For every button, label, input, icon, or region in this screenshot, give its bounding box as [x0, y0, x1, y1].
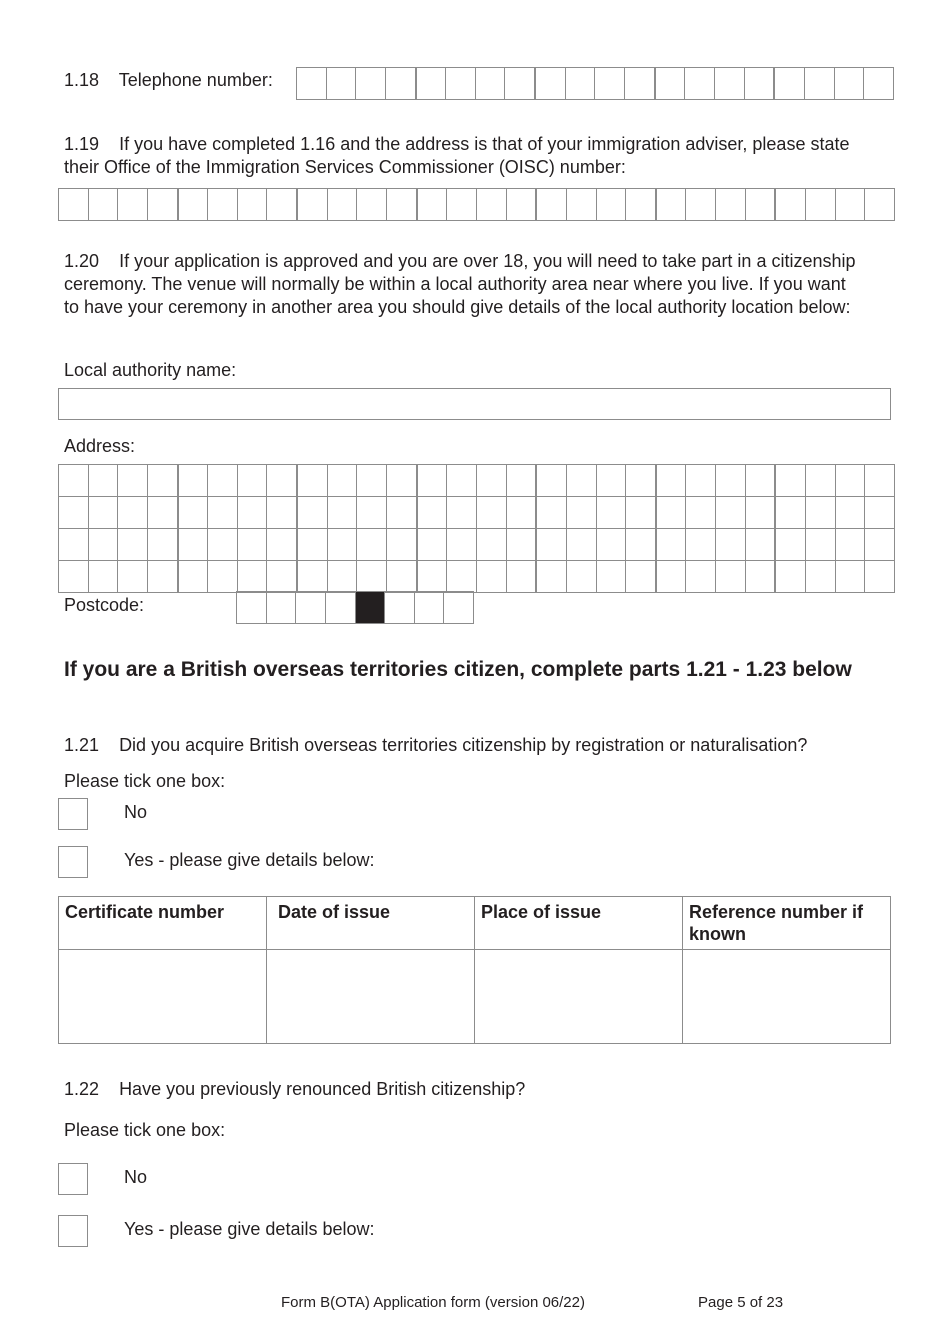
char-box[interactable] — [267, 497, 297, 529]
char-box[interactable] — [417, 529, 447, 561]
char-box[interactable] — [387, 497, 417, 529]
char-box[interactable] — [505, 68, 535, 100]
char-box[interactable] — [88, 529, 118, 561]
char-box[interactable] — [178, 189, 208, 221]
char-box[interactable] — [355, 592, 385, 624]
q121-no-checkbox[interactable] — [58, 798, 88, 830]
postcode-label: Postcode: — [64, 595, 145, 615]
char-box[interactable] — [326, 68, 356, 100]
char-box[interactable] — [566, 529, 596, 561]
address-grid[interactable] — [58, 464, 895, 593]
char-box[interactable] — [745, 561, 775, 593]
char-box[interactable] — [714, 68, 744, 100]
char-box[interactable] — [327, 529, 357, 561]
char-box[interactable] — [775, 529, 805, 561]
char-box[interactable] — [716, 465, 746, 497]
char-box[interactable] — [506, 189, 536, 221]
char-box[interactable] — [237, 592, 267, 624]
char-box[interactable] — [835, 529, 865, 561]
char-box[interactable] — [626, 497, 656, 529]
char-box[interactable] — [865, 529, 895, 561]
char-box[interactable] — [686, 497, 716, 529]
char-box[interactable] — [385, 68, 415, 100]
char-box[interactable] — [804, 68, 834, 100]
char-box[interactable] — [716, 497, 746, 529]
char-box[interactable] — [118, 465, 148, 497]
char-box[interactable] — [327, 497, 357, 529]
grid-row — [59, 189, 895, 221]
grid-row — [59, 465, 895, 497]
char-box[interactable] — [297, 529, 327, 561]
q122-text-row — [64, 1078, 525, 1101]
char-box[interactable] — [178, 497, 208, 529]
q121-yes-checkbox[interactable] — [58, 846, 88, 878]
char-box[interactable] — [596, 189, 626, 221]
char-box[interactable] — [775, 465, 805, 497]
char-box[interactable] — [745, 529, 775, 561]
char-box[interactable] — [327, 189, 357, 221]
char-box[interactable] — [865, 189, 895, 221]
char-box[interactable] — [745, 497, 775, 529]
char-box[interactable] — [536, 561, 566, 593]
char-box[interactable] — [147, 465, 177, 497]
q118-number: 1.18 — [64, 70, 100, 90]
char-box[interactable] — [59, 529, 89, 561]
char-box[interactable] — [596, 561, 626, 593]
char-box[interactable] — [385, 592, 415, 624]
char-box[interactable] — [357, 497, 387, 529]
char-box[interactable] — [806, 189, 836, 221]
grid-row — [59, 529, 895, 561]
char-box[interactable] — [835, 189, 865, 221]
q119-text: If you have completed 1.16 and the address is that of your immigration adviser, please state their Office of the Immigration Services Commissioner (OISC) number: — [64, 134, 850, 177]
char-box[interactable] — [626, 465, 656, 497]
char-box[interactable] — [327, 465, 357, 497]
char-box[interactable] — [656, 561, 686, 593]
certificate-table-header-row — [59, 897, 891, 950]
char-box[interactable] — [208, 189, 238, 221]
char-box[interactable] — [565, 68, 595, 100]
grid-row — [59, 561, 895, 593]
char-box[interactable] — [447, 465, 477, 497]
char-box[interactable] — [506, 529, 536, 561]
char-box[interactable] — [416, 68, 446, 100]
char-box[interactable] — [536, 529, 566, 561]
char-box[interactable] — [237, 529, 267, 561]
grid-row — [59, 497, 895, 529]
char-box[interactable] — [475, 68, 505, 100]
address-label: Address: — [64, 436, 136, 456]
char-box[interactable] — [476, 465, 506, 497]
footer-form-title: Form B(OTA) Application form (version 06/22) — [281, 1294, 585, 1311]
telephone-number-grid[interactable] — [296, 67, 894, 100]
char-box[interactable] — [835, 497, 865, 529]
char-box[interactable] — [686, 189, 716, 221]
char-box[interactable] — [865, 465, 895, 497]
char-box[interactable] — [414, 592, 444, 624]
char-box[interactable] — [536, 465, 566, 497]
char-box[interactable] — [297, 497, 327, 529]
char-box[interactable] — [88, 189, 118, 221]
char-box[interactable] — [566, 465, 596, 497]
char-box[interactable] — [476, 561, 506, 593]
char-box[interactable] — [716, 189, 746, 221]
char-box[interactable] — [147, 189, 177, 221]
char-box[interactable] — [596, 497, 626, 529]
q122-no-checkbox[interactable] — [58, 1163, 88, 1195]
char-box[interactable] — [535, 68, 565, 100]
char-box[interactable] — [744, 68, 774, 100]
local-authority-label: Local authority name: — [64, 360, 237, 380]
q121-text-row — [64, 734, 807, 757]
char-box[interactable] — [775, 189, 805, 221]
char-box[interactable] — [835, 465, 865, 497]
char-box[interactable] — [626, 561, 656, 593]
q121-number: 1.21 — [64, 735, 100, 755]
char-box[interactable] — [118, 189, 148, 221]
footer-page-number: Page 5 of 23 — [698, 1294, 784, 1311]
char-box[interactable] — [745, 189, 775, 221]
char-box[interactable] — [59, 465, 89, 497]
char-box[interactable] — [327, 561, 357, 593]
char-box[interactable] — [387, 529, 417, 561]
char-box[interactable] — [357, 529, 387, 561]
char-box[interactable] — [655, 68, 685, 100]
date-of-issue-header: Date of issue — [267, 897, 475, 950]
q121-no-label: No — [124, 802, 148, 822]
grid-row — [297, 68, 894, 100]
char-box[interactable] — [297, 561, 327, 593]
char-box[interactable] — [387, 561, 417, 593]
char-box[interactable] — [834, 68, 864, 100]
char-box[interactable] — [118, 497, 148, 529]
section-heading: If you are a British overseas territories citizen, complete parts 1.21 - 1.23 below — [64, 658, 852, 681]
postcode-grid[interactable] — [236, 591, 474, 624]
q119-number: 1.19 — [64, 134, 100, 154]
grid-row — [237, 592, 474, 624]
char-box[interactable] — [267, 561, 297, 593]
char-box[interactable] — [864, 68, 894, 100]
char-box[interactable] — [267, 465, 297, 497]
char-box[interactable] — [417, 465, 447, 497]
char-box[interactable] — [476, 529, 506, 561]
char-box[interactable] — [745, 465, 775, 497]
char-box[interactable] — [237, 497, 267, 529]
char-box[interactable] — [387, 189, 417, 221]
char-box[interactable] — [88, 465, 118, 497]
char-box[interactable] — [865, 561, 895, 593]
reference-number-header: Reference number if known — [683, 897, 891, 950]
char-box[interactable] — [566, 561, 596, 593]
q121-text: Did you acquire British overseas territories citizenship by registration or naturalisation? — [119, 735, 808, 755]
char-box[interactable] — [178, 465, 208, 497]
q122-no-label: No — [124, 1167, 148, 1187]
char-box[interactable] — [446, 68, 476, 100]
q122-yes-checkbox[interactable] — [58, 1215, 88, 1247]
char-box[interactable] — [626, 189, 656, 221]
certificate-details-table — [58, 896, 891, 1044]
char-box[interactable] — [88, 497, 118, 529]
char-box[interactable] — [208, 497, 238, 529]
char-box[interactable] — [716, 529, 746, 561]
char-box[interactable] — [716, 561, 746, 593]
char-box[interactable] — [686, 561, 716, 593]
char-box[interactable] — [147, 561, 177, 593]
char-box[interactable] — [118, 529, 148, 561]
date-of-issue-cell[interactable] — [267, 950, 475, 1044]
char-box[interactable] — [237, 561, 267, 593]
char-box[interactable] — [476, 189, 506, 221]
q120-text: If your application is approved and you are over 18, you will need to take part in a citizenship ceremony. The venue will normally be within a local authority area near where you live. If you want to have your ceremony in another area you should give details of the local authority location below: — [64, 251, 856, 317]
char-box[interactable] — [237, 465, 267, 497]
char-box[interactable] — [208, 561, 238, 593]
certificate-number-header: Certificate number — [59, 897, 267, 950]
char-box[interactable] — [835, 561, 865, 593]
q122-text: Have you previously renounced British citizenship? — [119, 1079, 526, 1099]
local-authority-name-input[interactable] — [58, 388, 891, 420]
char-box[interactable] — [297, 189, 327, 221]
char-box[interactable] — [88, 561, 118, 593]
char-box[interactable] — [656, 189, 686, 221]
char-box[interactable] — [266, 592, 296, 624]
q121-yes-label: Yes - please give details below: — [124, 850, 375, 870]
char-box[interactable] — [806, 561, 836, 593]
q120-text-block — [64, 250, 864, 319]
char-box[interactable] — [806, 529, 836, 561]
char-box[interactable] — [566, 497, 596, 529]
char-box[interactable] — [656, 529, 686, 561]
q121-tick-prompt: Please tick one box: — [64, 771, 226, 791]
char-box[interactable] — [686, 465, 716, 497]
char-box[interactable] — [806, 497, 836, 529]
char-box[interactable] — [59, 189, 89, 221]
char-box[interactable] — [447, 189, 477, 221]
char-box[interactable] — [387, 465, 417, 497]
char-box[interactable] — [237, 189, 267, 221]
char-box[interactable] — [325, 592, 355, 624]
char-box[interactable] — [656, 465, 686, 497]
char-box[interactable] — [506, 561, 536, 593]
char-box[interactable] — [566, 189, 596, 221]
char-box[interactable] — [59, 497, 89, 529]
q122-yes-label: Yes - please give details below: — [124, 1219, 375, 1239]
char-box[interactable] — [59, 561, 89, 593]
q120-number: 1.20 — [64, 251, 100, 271]
char-box[interactable] — [357, 189, 387, 221]
char-box[interactable] — [775, 561, 805, 593]
char-box[interactable] — [208, 529, 238, 561]
char-box[interactable] — [806, 465, 836, 497]
char-box[interactable] — [506, 465, 536, 497]
char-box[interactable] — [357, 561, 387, 593]
char-box[interactable] — [447, 497, 477, 529]
char-box[interactable] — [447, 561, 477, 593]
char-box[interactable] — [267, 529, 297, 561]
char-box[interactable] — [685, 68, 715, 100]
char-box[interactable] — [417, 561, 447, 593]
char-box[interactable] — [417, 189, 447, 221]
q119-text-block — [64, 133, 864, 179]
certificate-number-cell[interactable] — [59, 950, 267, 1044]
char-box[interactable] — [118, 561, 148, 593]
char-box[interactable] — [296, 592, 326, 624]
char-box[interactable] — [536, 497, 566, 529]
q122-tick-prompt: Please tick one box: — [64, 1120, 226, 1140]
char-box[interactable] — [626, 529, 656, 561]
char-box[interactable] — [444, 592, 474, 624]
char-box[interactable] — [596, 529, 626, 561]
char-box[interactable] — [356, 68, 386, 100]
reference-number-cell[interactable] — [683, 950, 891, 1044]
char-box[interactable] — [178, 561, 208, 593]
char-box[interactable] — [596, 465, 626, 497]
char-box[interactable] — [447, 529, 477, 561]
char-box[interactable] — [865, 497, 895, 529]
char-box[interactable] — [297, 465, 327, 497]
char-box[interactable] — [656, 497, 686, 529]
char-box[interactable] — [595, 68, 625, 100]
char-box[interactable] — [476, 497, 506, 529]
certificate-table-row — [59, 950, 891, 1044]
char-box[interactable] — [506, 497, 536, 529]
q118-label-row — [64, 69, 273, 92]
char-box[interactable] — [147, 529, 177, 561]
char-box[interactable] — [267, 189, 297, 221]
oisc-number-grid[interactable] — [58, 188, 895, 221]
char-box[interactable] — [686, 529, 716, 561]
place-of-issue-cell[interactable] — [475, 950, 683, 1044]
char-box[interactable] — [208, 465, 238, 497]
char-box[interactable] — [774, 68, 804, 100]
place-of-issue-header: Place of issue — [475, 897, 683, 950]
char-box[interactable] — [625, 68, 655, 100]
char-box[interactable] — [357, 465, 387, 497]
char-box[interactable] — [147, 497, 177, 529]
q118-label: Telephone number: — [118, 70, 273, 90]
char-box[interactable] — [536, 189, 566, 221]
char-box[interactable] — [775, 497, 805, 529]
char-box[interactable] — [297, 68, 327, 100]
q122-number: 1.22 — [64, 1079, 100, 1099]
char-box[interactable] — [417, 497, 447, 529]
char-box[interactable] — [178, 529, 208, 561]
